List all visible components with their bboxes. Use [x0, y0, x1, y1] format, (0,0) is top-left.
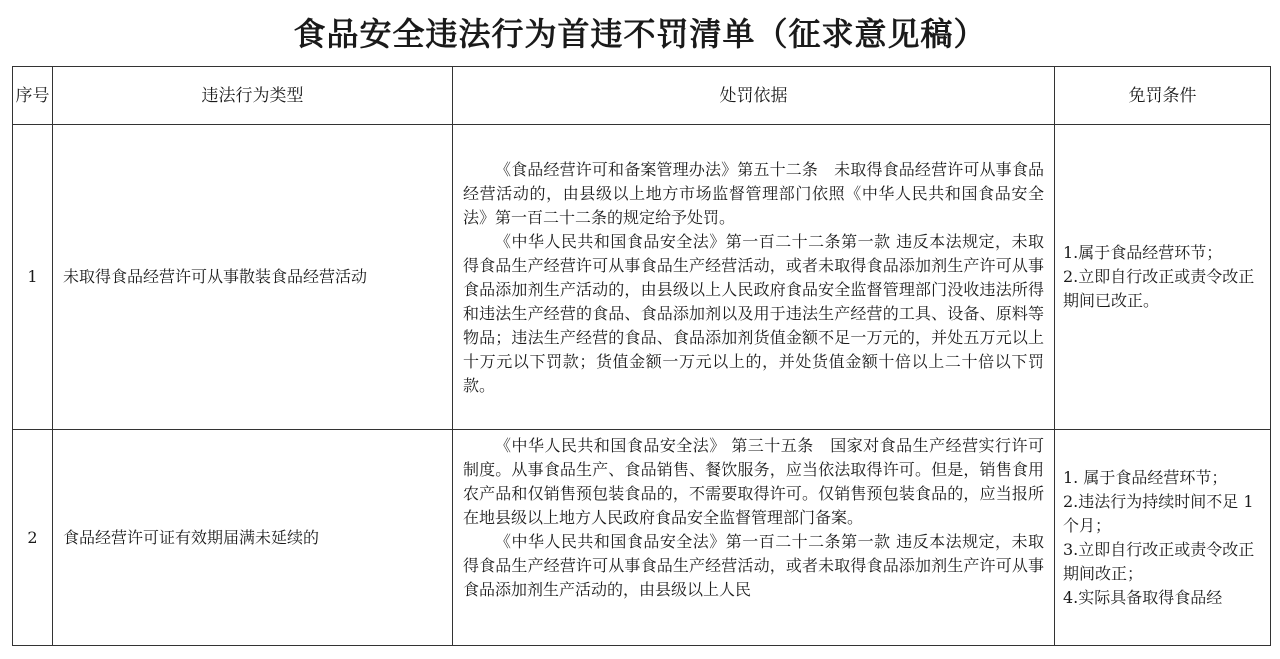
penalty-basis [453, 125, 1055, 430]
column-header-type: 违法行为类型 [53, 67, 453, 125]
penalty-basis [453, 430, 1055, 646]
row-number: 2 [13, 430, 53, 646]
condition-item: 2.立即自行改正或责令改正期间已改正。 [1063, 267, 1255, 310]
column-header-conditions: 免罚条件 [1055, 67, 1271, 125]
table-header-row [13, 67, 1271, 125]
violation-type: 未取得食品经营许可从事散装食品经营活动 [53, 125, 453, 430]
violation-type: 食品经营许可证有效期届满未延续的 [53, 430, 453, 646]
basis-paragraph: 《中华人民共和国食品安全法》第一百二十二条第一款 违反本法规定，未取得食品生产经营许可从事食品生产经营活动，或者未取得食品添加剂生产许可从事食品添加剂生产活动的，由县级以上人民 [463, 532, 1044, 599]
table-row [13, 430, 1271, 646]
condition-item: 4.实际具备取得食品经 [1063, 587, 1223, 607]
basis-paragraph: 《食品经营许可和备案管理办法》第五十二条 未取得食品经营许可从事食品经营活动的，由县级以上地方市场监督管理部门依照《中华人民共和国食品安全法》第一百二十二条的规定给予处罚。 [463, 160, 1044, 227]
exemption-conditions [1055, 430, 1271, 646]
basis-paragraph: 《中华人民共和国食品安全法》第一百二十二条第一款 违反本法规定，未取得食品生产经营许可从事食品生产经营活动，或者未取得食品添加剂生产许可从事食品添加剂生产活动的，由县级以上人民政府食品安全监督管理部门没收违法所得和违法生产经营的食品、食品添加剂以及用于违法生产经营的工具、设备、原料等物品；违法生产经营的食品、食品添加剂货值金额不足一万元的，并处五万元以上十万元以下罚款；货值金额一万元以上的，并处货值金额十倍以上二十倍以下罚款。 [463, 232, 1044, 395]
condition-item: 3.立即自行改正或责令改正期间改正； [1063, 539, 1255, 583]
condition-item: 2.违法行为持续时间不足 1 个月； [1063, 491, 1254, 535]
condition-item: 1.属于食品经营环节； [1063, 243, 1223, 262]
table-row [13, 125, 1271, 430]
basis-paragraph: 《中华人民共和国食品安全法》 第三十五条 国家对食品生产经营实行许可制度。从事食品生产、食品销售、餐饮服务，应当依法取得许可。但是，销售食用农产品和仅销售预包装食品的，不需要取得许可。仅销售预包装食品的，应当报所在地县级以上地方人民政府食品安全监督管理部门备案。 [463, 436, 1044, 527]
row-number: 1 [13, 125, 53, 430]
condition-item: 1. 属于食品经营环节； [1063, 467, 1228, 487]
page-title: 食品安全违法行为首违不罚清单（征求意见稿） [293, 15, 987, 53]
column-header-no: 序号 [13, 67, 53, 125]
exemption-conditions [1055, 125, 1271, 430]
penalty-exemption-table [12, 66, 1271, 646]
column-header-basis: 处罚依据 [453, 67, 1055, 125]
